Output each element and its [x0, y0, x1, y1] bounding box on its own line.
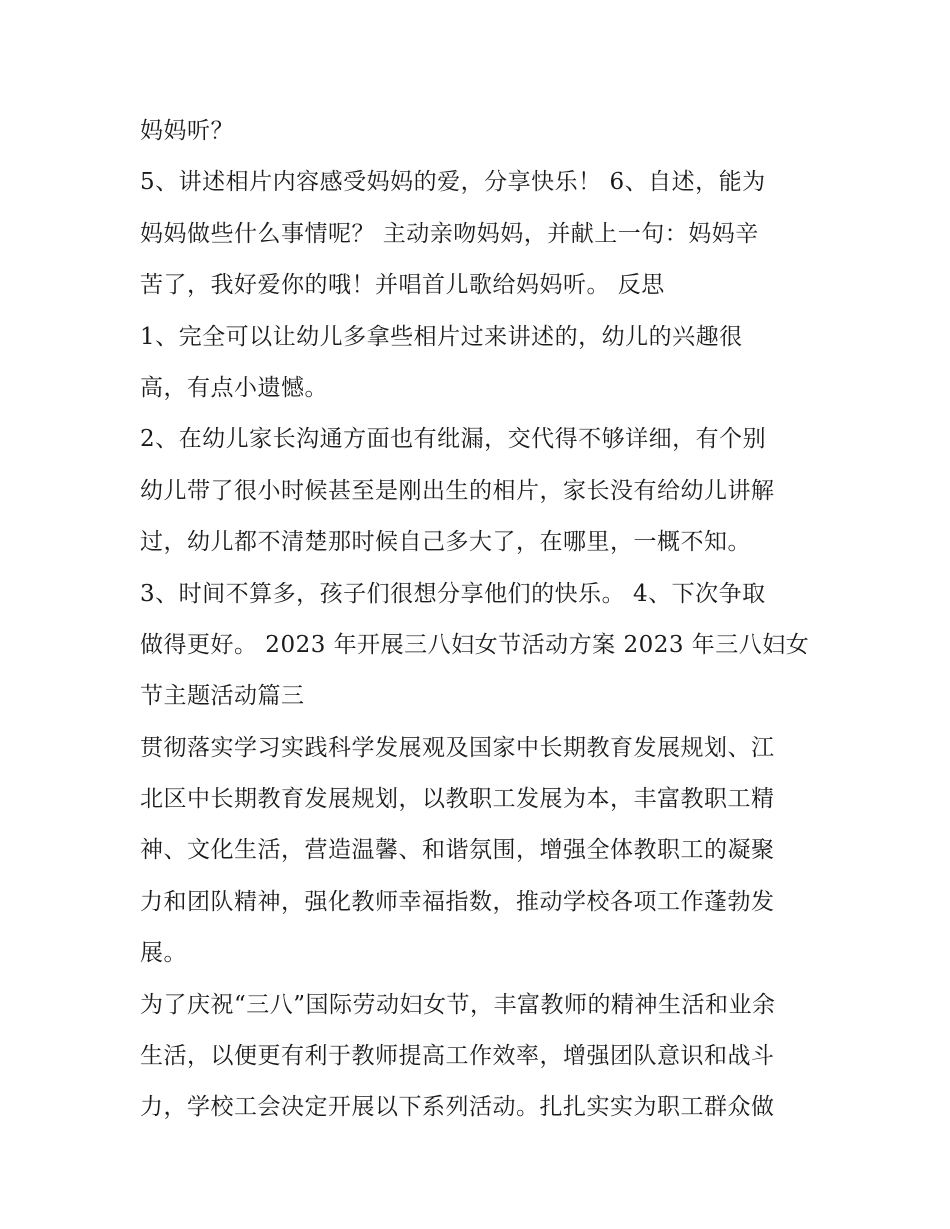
text-line: 为了庆祝“三八”国际劳动妇女节，丰富教师的精神生活和业余	[140, 991, 776, 1018]
text-line: 力和团队精神，强化教师幸福指数，推动学校各项工作蓬勃发	[140, 888, 775, 915]
text-line: 生活，以便更有利于教师提高工作效率，增强团队意识和战斗	[140, 1043, 775, 1070]
text-line: 贯彻落实学习实践科学发展观及国家中长期教育发展规划、江	[140, 734, 775, 761]
text-line: 妈妈做些什么事情呢？ 主动亲吻妈妈，并献上一句：妈妈辛	[140, 220, 759, 247]
text-line: 过，幼儿都不清楚那时候自己多大了，在哪里，一概不知。	[140, 529, 751, 556]
text-line: 北区中长期教育发展规划，以教职工发展为本，丰富教职工精	[140, 786, 775, 813]
text-line: 苦了，我好爱你的哦！并唱首儿歌给妈妈听。 反思	[140, 272, 665, 299]
text-line: 节主题活动篇三	[140, 683, 305, 710]
text-line: 展。	[140, 940, 187, 967]
text-line: 1、完全可以让幼儿多拿些相片过来讲述的，幼儿的兴趣很	[140, 323, 743, 350]
text-line: 5、讲述相片内容感受妈妈的爱，分享快乐！ 6、自述，能为	[140, 169, 766, 196]
text-line: 3、时间不算多，孩子们很想分享他们的快乐。 4、下次争取	[140, 580, 766, 607]
text-line: 神、文化生活，营造温馨、和谐氛围，增强全体教职工的凝聚	[140, 837, 775, 864]
document-body	[140, 106, 820, 1134]
text-line: 妈妈听？	[140, 118, 234, 144]
text-line: 做得更好。 2023 年开展三八妇女节活动方案 2023 年三八妇女	[140, 631, 810, 658]
text-line: 2、在幼儿家长沟通方面也有纰漏，交代得不够详细，有个别	[140, 426, 767, 453]
text-line: 力，学校工会决定开展以下系列活动。扎扎实实为职工群众做	[140, 1094, 775, 1121]
text-line: 高，有点小遗憾。	[140, 374, 328, 401]
text-line: 幼儿带了很小时候甚至是刚出生的相片，家长没有给幼儿讲解	[140, 477, 775, 504]
